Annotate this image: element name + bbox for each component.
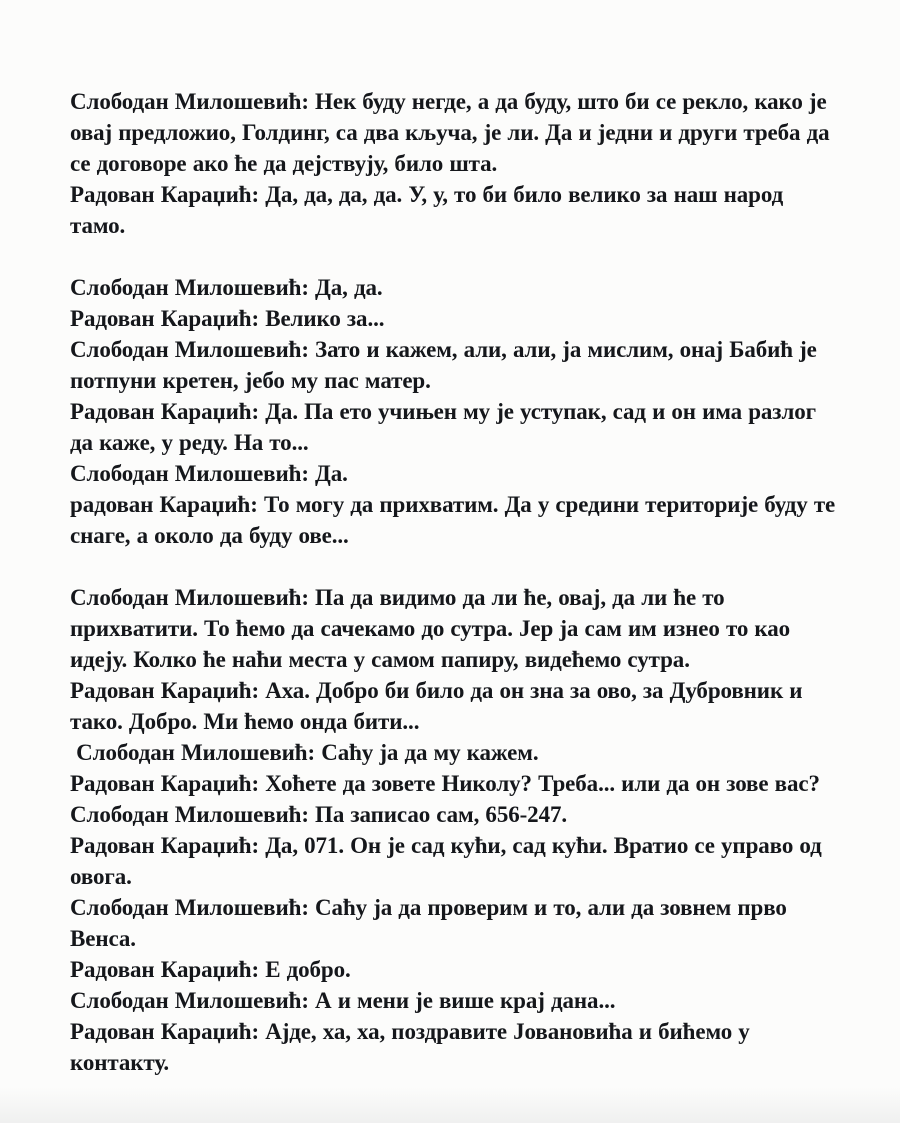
scan-artifact-band bbox=[0, 1087, 900, 1123]
transcript-turn: Слободан Милошевић: А и мени је више крај дана... bbox=[70, 988, 616, 1013]
transcript-turn: Слободан Милошевић: Саћу ја да му кажем. bbox=[70, 740, 539, 765]
transcript-turn: Радован Караџић: Е добро. bbox=[70, 957, 351, 982]
transcript-turn: Слободан Милошевић: Зато и кажем, али, али, ја мислим, онај Бабић је потпуни кретен, јебо му пас матер. bbox=[70, 337, 823, 393]
transcript-turn: Радован Караџић: Да, 071. Он је сад кући, сад кући. Вратио се управо од овога. bbox=[70, 833, 828, 889]
transcript-turn: Слободан Милошевић: Па записао сам, 656-247. bbox=[70, 802, 568, 827]
transcript-turn: Радован Караџић: Да, да, да, да. У, у, то би било велико за наш народ тамо. bbox=[70, 182, 790, 238]
transcript-turn: Радован Караџић: Да. Па ето учињен му је уступак, сад и он има разлог да каже, у реду. На то... bbox=[70, 399, 823, 455]
transcript-text-block bbox=[70, 86, 842, 1078]
transcript-paragraph bbox=[70, 86, 842, 241]
transcript-turn: Радован Караџић: Ајде, ха, ха, поздравите Јовановића и бићемо у контакту. bbox=[70, 1019, 756, 1075]
transcript-turn: Слободан Милошевић: Па да видимо да ли ће, овај, да ли ће то прихватити. То ћемо да сачекамо до сутра. Јер ја сам им изнео то као идеју. Колко ће наћи места у самом папиру, видећемо сутра. bbox=[70, 585, 797, 672]
transcript-turn: Радован Караџић: Хоћете да зовете Николу? Треба... или да он зове вас? bbox=[70, 771, 820, 796]
transcript-turn: Слободан Милошевић: Нек буду негде, а да буду, што би се рекло, како је овај предложио, Голдинг, са два кључа, је ли. Да и једни и други треба да се договоре ако ће да дејствују, било шта. bbox=[70, 89, 836, 176]
transcript-turn: Слободан Милошевић: Саћу ја да проверим и то, али да зовнем прво Венса. bbox=[70, 895, 793, 951]
transcript-paragraph bbox=[70, 582, 842, 1078]
transcript-turn: Радован Караџић: Велико за... bbox=[70, 306, 385, 331]
transcript-paragraph bbox=[70, 272, 842, 551]
transcript-turn: Радован Караџић: Аха. Добро би било да он зна за ово, за Дубровник и тако. Добро. Ми ћемо онда бити... bbox=[70, 678, 809, 734]
transcript-turn: Слободан Милошевић: Да. bbox=[70, 461, 348, 486]
transcript-turn: радован Караџић: То могу да прихватим. Да у средини територије буду те снаге, а около да буду ове... bbox=[70, 492, 842, 548]
transcript-turn: Слободан Милошевић: Да, да. bbox=[70, 275, 383, 300]
